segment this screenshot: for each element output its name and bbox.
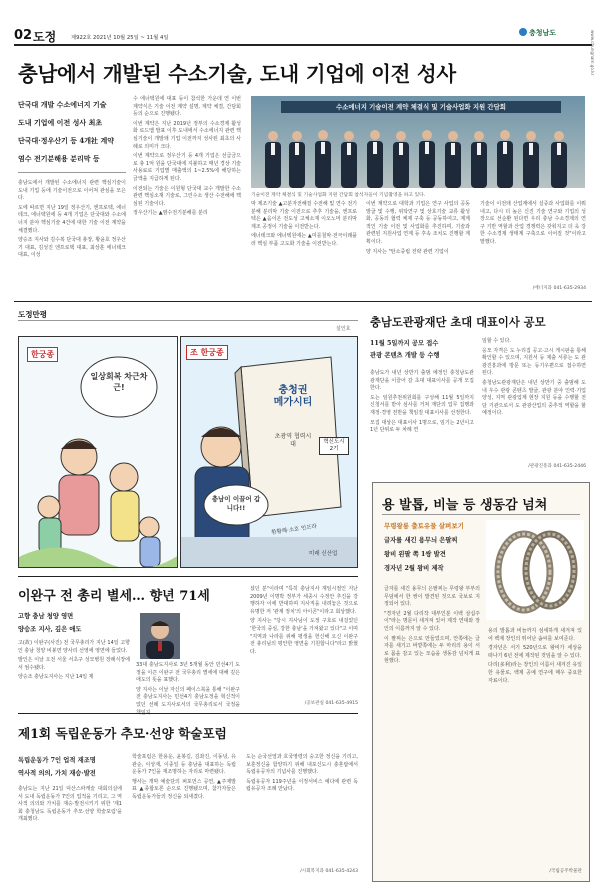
- logo: 충청남도: [519, 28, 556, 38]
- cartoon-foot-label: 미래 신산업: [309, 551, 338, 557]
- top-col-3: 막 제조기술 ▲고분자전해질 수전해 및 연수 전기분해 분리막 기술 이전으로 추후 기술을, 엔프로텍은 ▲음이온 전도성 고체소재 이오노머 분리막 제조 공정이 기술을 이전받는다. 에너테크와 에너텍원에는 ▲미를칠막·전극이래플러 핵심 부품 고도화 기술을 이전받는다.: [251, 201, 357, 247]
- subhead: 단국대·정우산기 등 4개社 계약: [18, 136, 115, 145]
- subhead: 왕비 왼팔 쪽 1쌍 발견: [384, 551, 446, 558]
- page-number: 02: [14, 28, 33, 43]
- subhead: 단국대 개발 수소에너지 기술: [18, 100, 107, 109]
- top-subheads: [18, 96, 126, 168]
- obit-credit: /공보관실 041-635-4915: [304, 701, 358, 706]
- photo-banner: 수소에너지 기술이전 계약 체결식 및 기술사업화 지원 간담회: [281, 101, 561, 113]
- cartoon-panel-left: [18, 336, 178, 568]
- obit-col-3: 셨던 분"이라며 "특히 충남지사 재임시절인 지난 2009년 이명박 정부가 세종시 수정안 추진을 강행하자 이에 반대하며 지사직을 내려놓은 것으로 유명한 저 '관계 정치'의 아이콘"이라고 회상했다. 양 지사는 "당시 지사님이 도정 구호로 내걸었던 '한국의 중심, 강한 충남'을 가져왔고 있다"고 이며 "지역과 나라를 위해 평생을 헌신해 오신 이완구 전 총리님의 평안한 영면을 기원합니다"라고 밝혔다.: [250, 586, 358, 655]
- top-col-4: 이번 계약으로 대학과 기업은 연구 사업의 공동 발굴 및 수행, 위탁연구 및 상호기술 교류 활성화, 공동의 협력 체제 구축 등 공동하여고, 제계적인 기술 이전 및 사업화를 추진하며, 기술과 관련된 지원사업 연계 등 후속 조치도 진행할 계획이다. 양 지사는 "탄소중립 전략 관련 기업이: [366, 201, 470, 255]
- tourism-headline: 충남도관광재단 초대 대표이사 공모: [370, 315, 546, 329]
- side-url: www.chungnam.go.kr: [590, 30, 595, 76]
- top-col-2: 수 에너텍원에 대표 등이 참석한 가운데 연 이번 계약식은 기술 이전 계약 설명, 계약 체결, 간담회 등의 순으로 진행됐다. 이번 계약은 지난 2019년 정부의 수소경제 활성화 로드맵 발표 이후 도내에서 수소에너지 관련 핵심기술이 개발돼 기업 이전까지 성사된 최초의 사례로 의미가 크다. 이번 계약으로 정우산기 등 4개 기업은 선급금으로 총 1억 원을 단국대에 지불하고 매년 경상 기술 사용료로 기업별 매출액의 1~2.5%에 해당하는 금액을 지급하게 된다. 이전되는 기술은 이원형 단국대 교수 개발한 수소 관련 핵심소재 기술로, 그린수소 생산 수전해에 핵심된 기술이다. 정우산기는 ▲염수전기분해를 분리: [133, 96, 241, 217]
- obit-subheads: [18, 610, 82, 636]
- cartoon-section-label: 도정만평: [18, 310, 47, 319]
- header-rule: [14, 44, 592, 46]
- tourism-subheads: [370, 338, 440, 362]
- tag-label: 혁신도시 2기: [319, 437, 349, 455]
- top-col-5: 기술이 이전돼 산업계에서 실증과 사업화를 이뤄내고, 다시 더 높은 신진 기술 연구와 기업의 성장으로 선순환 된다면 우리 충남 수소경제의 연구 기반 역할과 산업 경쟁력은 갖춰지고 더 욱 강한 수소경제 생태계 구축으로 이어질 것"이라고 말했다.: [480, 201, 586, 245]
- top-credit: /에너지과 041-635-2934: [532, 286, 586, 291]
- forum-col-2: 학술포럼은 한용운, 윤봉길, 김좌진, 이동녕, 유관순, 이상재, 이종일 등 충남을 대표하는 독립운동가 7인을 재조명하는 자리로 마련됐다. 행사는 개막 예술단의 퍼포먼스 공연, ▲주제발표 ▲종합토론 순으로 진행됐으며, 참가자들은 독립운동가들의 정신을 되새겼다.: [132, 754, 236, 800]
- page-header: [14, 26, 584, 42]
- subhead: 11월 5일까지 공모 접수: [370, 340, 439, 347]
- forum-headline: 제1회 독립운동가 추모·선양 학술포럼: [18, 726, 227, 741]
- subhead: 역사적 의의, 가치 재승·발전: [18, 770, 96, 777]
- top-col-1: 충남도에서 개발된 수소에너지 관련 핵심기술이 도내 기업 등에 기술이전으로 이어져 관심을 모은다. 도에 따르면 지난 19일 정우산기, 엔프로텍, 에너테크, 에너텍원에 등 4개 기업은 단국대와 수소에너지 분야 핵심기술 4건에 대한 기술 이전 계약을 체결했다. 양승조 지사와 김수복 단국대 총장, 황윤호 정우산기 대표, 김성진 엔프로텍 대표, 최상훈 에너테크 대표, 이성: [18, 180, 126, 259]
- cartoon-left-bubble: 일상회복 차근차근!: [90, 372, 148, 392]
- tourism-credit: /관광진흥과 041-635-2446: [528, 464, 586, 469]
- person: [393, 131, 409, 188]
- obit-headline: 이완구 전 총리 별세… 향년 71세: [18, 589, 210, 604]
- person: [551, 131, 567, 188]
- section-rule: [14, 301, 592, 302]
- subhead: 독립운동가 7인 업적 재조명: [18, 757, 96, 764]
- person: [289, 131, 305, 188]
- top-photo: [251, 96, 585, 188]
- portrait-image: [140, 613, 180, 659]
- person: [523, 131, 539, 188]
- issue-info: 제922호 2021년 10월 25일 ~ 11월 4일: [71, 35, 169, 41]
- top-headline: 충남에서 개발된 수소기술, 도내 기업에 이전 성사: [18, 62, 456, 86]
- cartoon-panel-right: [180, 336, 358, 568]
- tourism-col-1: 충남도가 내년 상반기 출범 예정인 충청남도관광재단을 이끌어 갈 초대 대표이사를 공개 모집한다. 도는 임원추천위원회를 구성해 11월 5일까지 신청서를 받아 심사를 거쳐 재단의 업무 집행과 재정·경영 전반을 책임질 대표이사를 선정한다. 모집 대상은 대표이사 1명으로, 임기는 2년이고 1년 단위로 두 차례 연: [370, 370, 474, 434]
- dragon-kicker: 무령왕릉 출토유물 살펴보기: [384, 522, 464, 530]
- subhead-divider: [18, 172, 126, 173]
- subhead: 도내 기업에 이전 성사 최초: [18, 118, 103, 127]
- person: [419, 130, 435, 188]
- bracelet-image: [486, 520, 584, 620]
- people-group: [251, 96, 585, 188]
- cartoon-right-bubble: 충남이 이끌어 갑니다!!: [211, 495, 261, 512]
- tourism-col-2: 임할 수 있다. 응모 자격은 도 누리집 공고·고시 게시판을 통해 확인할 수 있으며, 지원서 등 제출 서류는 도 관광진흥과에 방문 또는 등기우편으로 접수하면 된다. 충청남도관광재단은 내년 상반기 중 출범해 도내 우수 관광 콘텐츠 발굴, 관광 분야 인력·기업 양성, 지역 관광업계 현장 지원 등을 수행할 전담 기관으로서 도 관광산업의 중추적 역할을 할 예정이다.: [482, 338, 586, 417]
- dragon-rule: [382, 514, 580, 515]
- cartoon-rule: [18, 320, 358, 321]
- logo-icon: [519, 28, 527, 36]
- person: [367, 130, 383, 188]
- book-title: 충청권 메가시티: [273, 385, 313, 408]
- cartoon-artist: 설인호: [336, 326, 351, 332]
- subhead: 염수 전기분해용 분리막 등: [18, 154, 100, 163]
- forum-credit: /시회복지과 041-635-4243: [300, 869, 358, 874]
- dragon-subheads: [384, 534, 484, 576]
- person: [315, 130, 331, 188]
- person: [471, 131, 487, 188]
- forum-col-3: 도는 순국선열과 호국영령의 숭고한 정신을 기리고, 보훈정신을 함양하기 위해 내포신도시 충혼탑에서 독립유공자의 기념사를 진행했다. 독립유공자 119주년을 이정서비스 예다에 관련 독립유공자 조례 만났다.: [246, 754, 358, 793]
- subhead: 관광 콘텐츠 개발 등 수행: [370, 352, 440, 359]
- forum-col-1: 충남도는 지난 21일 덕산스파캐슬 대회의실에서 도내 독립운동가 7인의 업적을 기리고, 그 역사적 의의와 가치를 재승·발전시키기 위한 '제1회 충청남도 독립운동가 추모·선양 학술포럼'을 개최했다.: [18, 786, 122, 823]
- cartoon-right-label: 조 한궁종: [186, 345, 228, 360]
- section-name: 도정: [33, 30, 57, 44]
- person: [341, 131, 357, 188]
- person: [265, 131, 281, 188]
- bracelet-photo: [486, 520, 584, 620]
- person: [497, 130, 513, 188]
- dragon-col-2: 용의 발톱과 비늘까지 섬세하게 새겨져 있어 백제 장인의 뛰어난 솜씨를 보여준다. 경자년은 서기 520년으로 왕비가 세상을 떠나기 6년 전에 제작된 것임을 알 수 있다. 다리(多利)라는 장인의 이름이 새겨진 유일한 유물로, 백제 공예 연구에 매우 중요한 자료이다.: [488, 628, 582, 684]
- dragon-col-1: 글자를 새긴 용무늬 은팔찌는 무령왕 부부의 무덤에서 한 쌍이 발견된 것으로 국보로 지정되어 있다. "경자년 2월 다리작 대부인분 이백 삼십주이"라는 명문이 새겨져 있어 제작 연대와 장인의 이름까지 알 수 있다. 이 팔찌는 은으로 만들었으며, 안쪽에는 글자를 새기고 바깥쪽에는 두 마리의 용이 서로 몸을 감고 있는 모습을 생동감 넘치게 표현했다.: [384, 586, 480, 665]
- subhead: 고향 충남 청양 영면: [18, 613, 74, 620]
- subhead: 경자년 2월 왕비 제작: [384, 565, 444, 572]
- obit-portrait: [140, 613, 180, 659]
- person: [445, 131, 461, 188]
- dragon-headline: 용 발톱, 비늘 등 생동감 넘쳐: [382, 498, 548, 513]
- obit-col-1: 고(故) 이완구(사진) 전 국무총리가 지난 14일 고향인 충남 청양 비봉면 양사리 선영에 영면에 들었다. 발인은 이날 오전 서울 서초구 성모병원 장례식장에서 엄수됐다. 양승조 충남도지사는 지난 14일 제: [18, 640, 130, 681]
- forum-subheads: [18, 754, 96, 780]
- subhead: 글자를 새긴 용무늬 은팔찌: [384, 537, 458, 544]
- obit-rule: [18, 576, 358, 577]
- photo-caption: 기술이전 계약 체결식 및 기술사업화 지원 간담회 참석자들이 기념촬영을 하고 있다.: [251, 193, 426, 198]
- cartoon-left-label: 한궁종: [27, 347, 58, 362]
- dragon-credit: /국립공주박물관: [549, 869, 582, 874]
- cartoon-ribbon: 환황해·소호 인프라: [270, 523, 318, 537]
- book-subtitle: 초광역 협력시대: [274, 433, 312, 448]
- obit-col-2: 33대 충남도지사로 3년 5개월 동안 민선4기 도정을 이끈 이완구 전 국무총리 별세에 대해 깊은 애도의 뜻을 표했다. 양 지사는 이날 자신의 페이스북을 통해 "이완구 전 충남도지사는 민선4기 충남도정을 혁신적이었던 선례 도지사로서의 국무총리로서 국정을: [136, 662, 240, 708]
- subhead: 양승조 지사, 깊은 애도: [18, 626, 82, 633]
- forum-rule: [18, 713, 358, 714]
